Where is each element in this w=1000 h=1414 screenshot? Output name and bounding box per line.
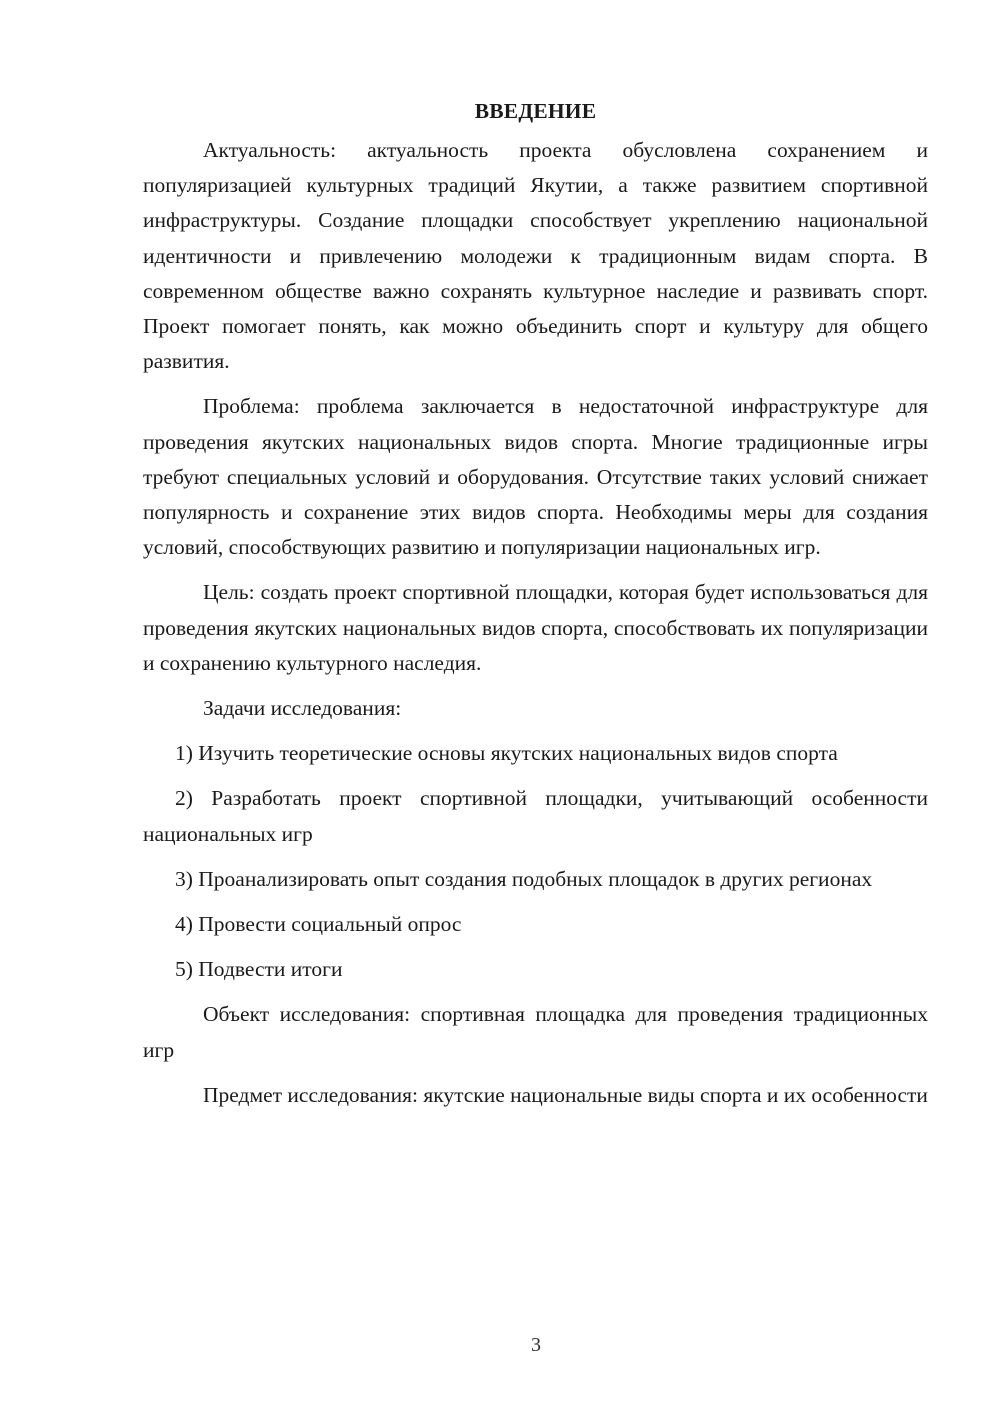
page-title: ВВЕДЕНИЕ: [474, 99, 597, 123]
document-page: [143, 94, 928, 1123]
page-number: 3: [531, 1334, 541, 1356]
task-item-3: 3) Проанализировать опыт создания подобных площадок в других регионах: [175, 866, 873, 891]
task-item-1: 1) Изучить теоретические основы якутских национальных видов спорта: [175, 741, 838, 766]
relevance-paragraph: Актуальность: актуальность проекта обусловлена сохранением и популяризацией культурных традиций Якутии, а также развитием спортивной инфраструктуры. Создание площадки способствует укреплению национальной идентичности и привлечению молодежи к традиционным видам спорта. В современном обществе важно сохранять культурное наследие и развивать спорт. Проект помогает понять, как можно объединить спорт и культуру для общего развития.: [143, 138, 928, 374]
problem-paragraph: Проблема: проблема заключается в недостаточной инфраструктуре для проведения якутских национальных видов спорта. Многие традиционные игры требуют специальных условий и оборудования. Отсутствие таких условий снижает популярность и сохранение этих видов спорта. Необходимы меры для создания условий, способствующих развитию и популяризации национальных игр.: [143, 394, 928, 560]
goal-paragraph: Цель: создать проект спортивной площадки, которая будет использоваться для проведения якутских национальных видов спорта, способствовать их популяризации и сохранению культурного наследия.: [143, 580, 928, 675]
task-item-5: 5) Подвести итоги: [175, 957, 343, 982]
task-item-2: 2) Разработать проект спортивной площадки, учитывающий особенности национальных игр: [143, 786, 928, 846]
object-paragraph: Объект исследования: спортивная площадка для проведения традиционных игр: [143, 1002, 928, 1062]
tasks-title: Задачи исследования:: [203, 696, 402, 721]
subject-paragraph: Предмет исследования: якутские национальные виды спорта и их особенности: [203, 1082, 928, 1107]
task-item-4: 4) Провести социальный опрос: [175, 912, 462, 937]
